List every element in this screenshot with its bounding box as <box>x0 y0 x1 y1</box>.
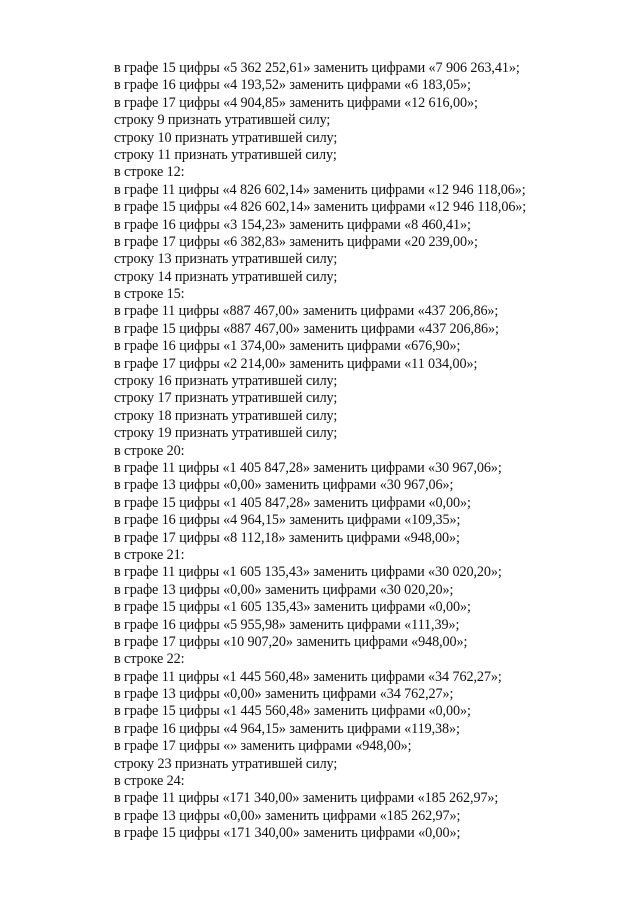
text-line: в графе 15 цифры «1 605 135,43» заменить цифрами «0,00»; <box>114 599 471 616</box>
text-line: в графе 16 цифры «1 374,00» заменить цифрами «676,90»; <box>114 338 461 355</box>
text-line: в графе 16 цифры «4 964,15» заменить цифрами «109,35»; <box>114 512 461 529</box>
text-line: строку 23 признать утратившей силу; <box>114 755 338 772</box>
section-heading: в строке 24: <box>114 773 185 790</box>
text-line: в графе 11 цифры «1 605 135,43» заменить цифрами «30 020,20»; <box>114 564 502 581</box>
text-line: строку 17 признать утратившей силу; <box>114 390 338 407</box>
text-line: строку 18 признать утратившей силу; <box>114 407 338 424</box>
text-line: в графе 11 цифры «1 445 560,48» заменить цифрами «34 762,27»; <box>114 668 502 685</box>
section-heading: в строке 12: <box>114 164 185 181</box>
text-line: строку 13 признать утратившей силу; <box>114 251 338 268</box>
text-line: строку 19 признать утратившей силу; <box>114 425 338 442</box>
text-line: в графе 17 цифры «6 382,83» заменить цифрами «20 239,00»; <box>114 233 478 250</box>
text-line: в графе 16 цифры «4 193,52» заменить цифрами «6 183,05»; <box>114 77 471 94</box>
document-page <box>114 60 614 843</box>
text-line: в графе 17 цифры «4 904,85» заменить цифрами «12 616,00»; <box>114 94 478 111</box>
text-line: строку 16 признать утратившей силу; <box>114 373 338 390</box>
text-line: в графе 11 цифры «171 340,00» заменить цифрами «185 262,97»; <box>114 790 499 807</box>
text-line: строку 10 признать утратившей силу; <box>114 129 338 146</box>
text-line: в графе 15 цифры «1 445 560,48» заменить цифрами «0,00»; <box>114 703 471 720</box>
text-line: в графе 16 цифры «4 964,15» заменить цифрами «119,38»; <box>114 720 460 737</box>
text-line: в графе 15 цифры «171 340,00» заменить цифрами «0,00»; <box>114 825 461 842</box>
section-heading: в строке 15: <box>114 286 185 303</box>
text-line: в графе 15 цифры «5 362 252,61» заменить цифрами «7 906 263,41»; <box>114 60 520 76</box>
text-line: в графе 11 цифры «4 826 602,14» заменить цифрами «12 946 118,06»; <box>114 181 526 198</box>
text-line: в графе 16 цифры «5 955,98» заменить цифрами «111,39»; <box>114 616 460 633</box>
text-line: в графе 13 цифры «0,00» заменить цифрами «185 262,97»; <box>114 807 461 824</box>
text-line: строку 14 признать утратившей силу; <box>114 268 338 285</box>
section-heading: в строке 20: <box>114 442 185 459</box>
text-line: в графе 17 цифры «» заменить цифрами «948,00»; <box>114 738 412 755</box>
section-heading: в строке 22: <box>114 651 185 668</box>
text-line: в графе 13 цифры «0,00» заменить цифрами «30 020,20»; <box>114 581 454 598</box>
text-line: в графе 13 цифры «0,00» заменить цифрами «34 762,27»; <box>114 686 454 703</box>
text-line: в графе 15 цифры «1 405 847,28» заменить цифрами «0,00»; <box>114 494 471 511</box>
text-line: в графе 17 цифры «8 112,18» заменить цифрами «948,00»; <box>114 529 460 546</box>
text-line: строку 9 признать утратившей силу; <box>114 112 331 129</box>
text-line: в графе 11 цифры «887 467,00» заменить цифрами «437 206,86»; <box>114 303 499 320</box>
text-line: в графе 11 цифры «1 405 847,28» заменить цифрами «30 967,06»; <box>114 459 502 476</box>
text-line: строку 11 признать утратившей силу; <box>114 146 337 163</box>
text-line: в графе 15 цифры «887 467,00» заменить цифрами «437 206,86»; <box>114 320 499 337</box>
text-line: в графе 17 цифры «10 907,20» заменить цифрами «948,00»; <box>114 633 468 650</box>
text-line: в графе 13 цифры «0,00» заменить цифрами «30 967,06»; <box>114 477 454 494</box>
text-line: в графе 15 цифры «4 826 602,14» заменить цифрами «12 946 118,06»; <box>114 199 527 216</box>
section-heading: в строке 21: <box>114 546 185 563</box>
text-line: в графе 17 цифры «2 214,00» заменить цифрами «11 034,00»; <box>114 355 478 372</box>
text-line: в графе 16 цифры «3 154,23» заменить цифрами «8 460,41»; <box>114 216 471 233</box>
